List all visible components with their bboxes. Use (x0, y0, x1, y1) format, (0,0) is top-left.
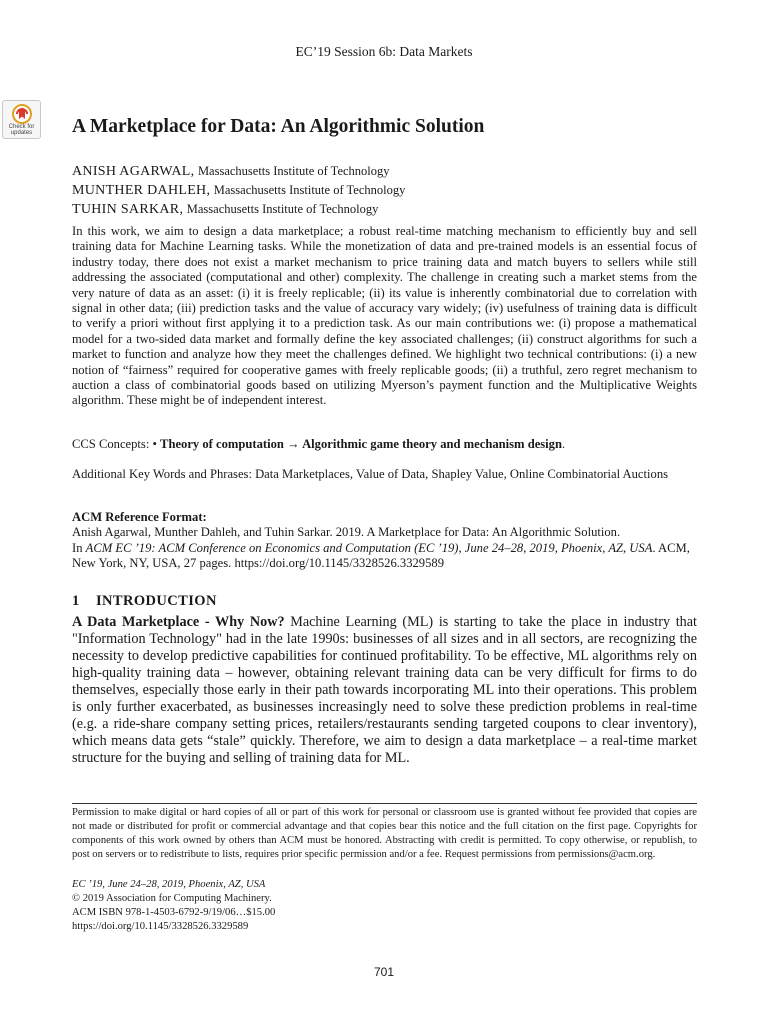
author-entry (72, 200, 405, 219)
author-entry (72, 162, 405, 181)
intro-body: Machine Learning (ML) is starting to take the place in industry that "Information Technology" had in the late 1990s: businesses of all sizes and in all sectors, are recognizing the necessity to develop predictive capabilities for continued profitability. To be effective, ML algorithms rely on high-quality training data – however, obtaining relevant training data can be very difficult for firms to do themselves, especially those early in their path towards incorporating ML into their operations. This problem is only further exacerbated, as businesses increasingly need to solve these prediction problems in real-time (e.g. a ride-share company setting prices, retailers/restaurants sending targeted coupons to clear inventory), which means data gets “stale” quickly. Therefore, we aim to design a data marketplace – a real-time market structure for the buying and selling of training data for ML. (72, 614, 697, 766)
reference-in: In (72, 540, 86, 555)
check-for-updates-badge[interactable] (2, 100, 41, 139)
reference-heading: ACM Reference Format: (72, 510, 207, 524)
reference-venue-line (72, 541, 697, 572)
footnote-doi-link[interactable]: https://doi.org/10.1145/3328526.3329589 (72, 921, 249, 932)
section-number: 1 (72, 593, 80, 609)
keywords: Additional Key Words and Phrases: Data Marketplaces, Value of Data, Shapley Value, Online Combinatorial Auctions (72, 467, 669, 481)
bookmark-icon (12, 104, 32, 124)
acm-reference-format (72, 510, 697, 572)
page-number: 701 (373, 965, 395, 979)
author-name: MUNTHER DAHLEH, (72, 183, 211, 198)
author-name: TUHIN SARKAR, (72, 202, 184, 217)
reference-venue: ACM EC ’19: ACM Conference on Economics and Computation (EC ’19), June 24–28, 2019, Phoenix, AZ, USA (85, 540, 653, 555)
reference-line: Anish Agarwal, Munther Dahleh, and Tuhin Sarkar. 2019. A Marketplace for Data: An Algorithmic Solution. (72, 525, 621, 540)
ccs-end: . (561, 437, 566, 451)
ccs-concepts (72, 437, 697, 452)
author-list (72, 162, 405, 219)
author-affiliation: Massachusetts Institute of Technology (213, 183, 406, 197)
reference-rest: . ACM, New York, NY, USA, 27 pages. https://doi.org/10.1145/3328526.3329589 (72, 540, 690, 571)
conference-text: EC ’19, June 24–28, 2019, Phoenix, AZ, USA (72, 879, 266, 890)
author-affiliation: Massachusetts Institute of Technology (197, 164, 390, 178)
footnote-conference (72, 878, 265, 892)
permission-notice: Permission to make digital or hard copies of all or part of this work for personal or classroom use is granted without fee provided that copies are not made or distributed for profit or commercial advantage and that copies bear this notice and the full citation on the first page. Copyrights for components of this work owned by others than ACM must be honored. Abstracting with credit is permitted. To copy otherwise, or republish, to post on servers or to redistribute to lists, requires prior specific permission and/or a fee. Request permissions from permissions@acm.org. (72, 807, 697, 860)
footnote-divider (72, 803, 697, 804)
intro-lead: A Data Marketplace - Why Now? (72, 614, 285, 630)
footnote-isbn: ACM ISBN 978-1-4503-6792-9/19/06…$15.00 (72, 907, 276, 918)
running-header: EC’19 Session 6b: Data Markets (295, 44, 473, 59)
author-affiliation: Massachusetts Institute of Technology (186, 202, 379, 216)
ccs-label: CCS Concepts: • (72, 437, 157, 451)
intro-paragraph (72, 614, 697, 767)
footnote-copyright: © 2019 Association for Computing Machinery. (72, 893, 272, 904)
badge-label-line1: Check for (8, 124, 35, 130)
section-heading (72, 593, 217, 610)
section-title: INTRODUCTION (96, 593, 217, 609)
abstract: In this work, we aim to design a data marketplace; a robust real-time matching mechanism to efficiently buy and sell training data for Machine Learning tasks. While the monetization of data and pre-trained models is an essential focus of industry today, there does not exist a market mechanism to price training data and match buyers to sellers while still addressing the associated (computational and other) complexity. The challenge in creating such a market stems from the very nature of data as an asset: (i) it is freely replicable; (ii) its value is inherently combinatorial due to correlation with signal in other data; (iii) prediction tasks and the value of accuracy vary widely; (iv) usefulness of training data is difficult to verify a priori without first applying it to a prediction task. As our main contributions we: (i) propose a mathematical model for a two-sided data market and formally define the key associated challenges; (ii) construct algorithms for such a market to function and analyze how they meet the challenges defined. We highlight two technical contributions: (i) a new notion of “fairness” required for cooperative games with freely replicable goods; (ii) a truthful, zero regret mechanism to auction a class of combinatorial goods based on utilizing Myerson’s payment function and the Multiplicative Weights algorithm. These might be of independent interest. (72, 224, 697, 408)
ccs-concept: Theory of computation → Algorithmic game theory and mechanism design (160, 437, 562, 451)
badge-label-line2: updates (10, 130, 33, 136)
author-name: ANISH AGARWAL, (72, 164, 195, 179)
author-entry (72, 181, 405, 200)
paper-title: A Marketplace for Data: An Algorithmic Solution (72, 116, 485, 137)
